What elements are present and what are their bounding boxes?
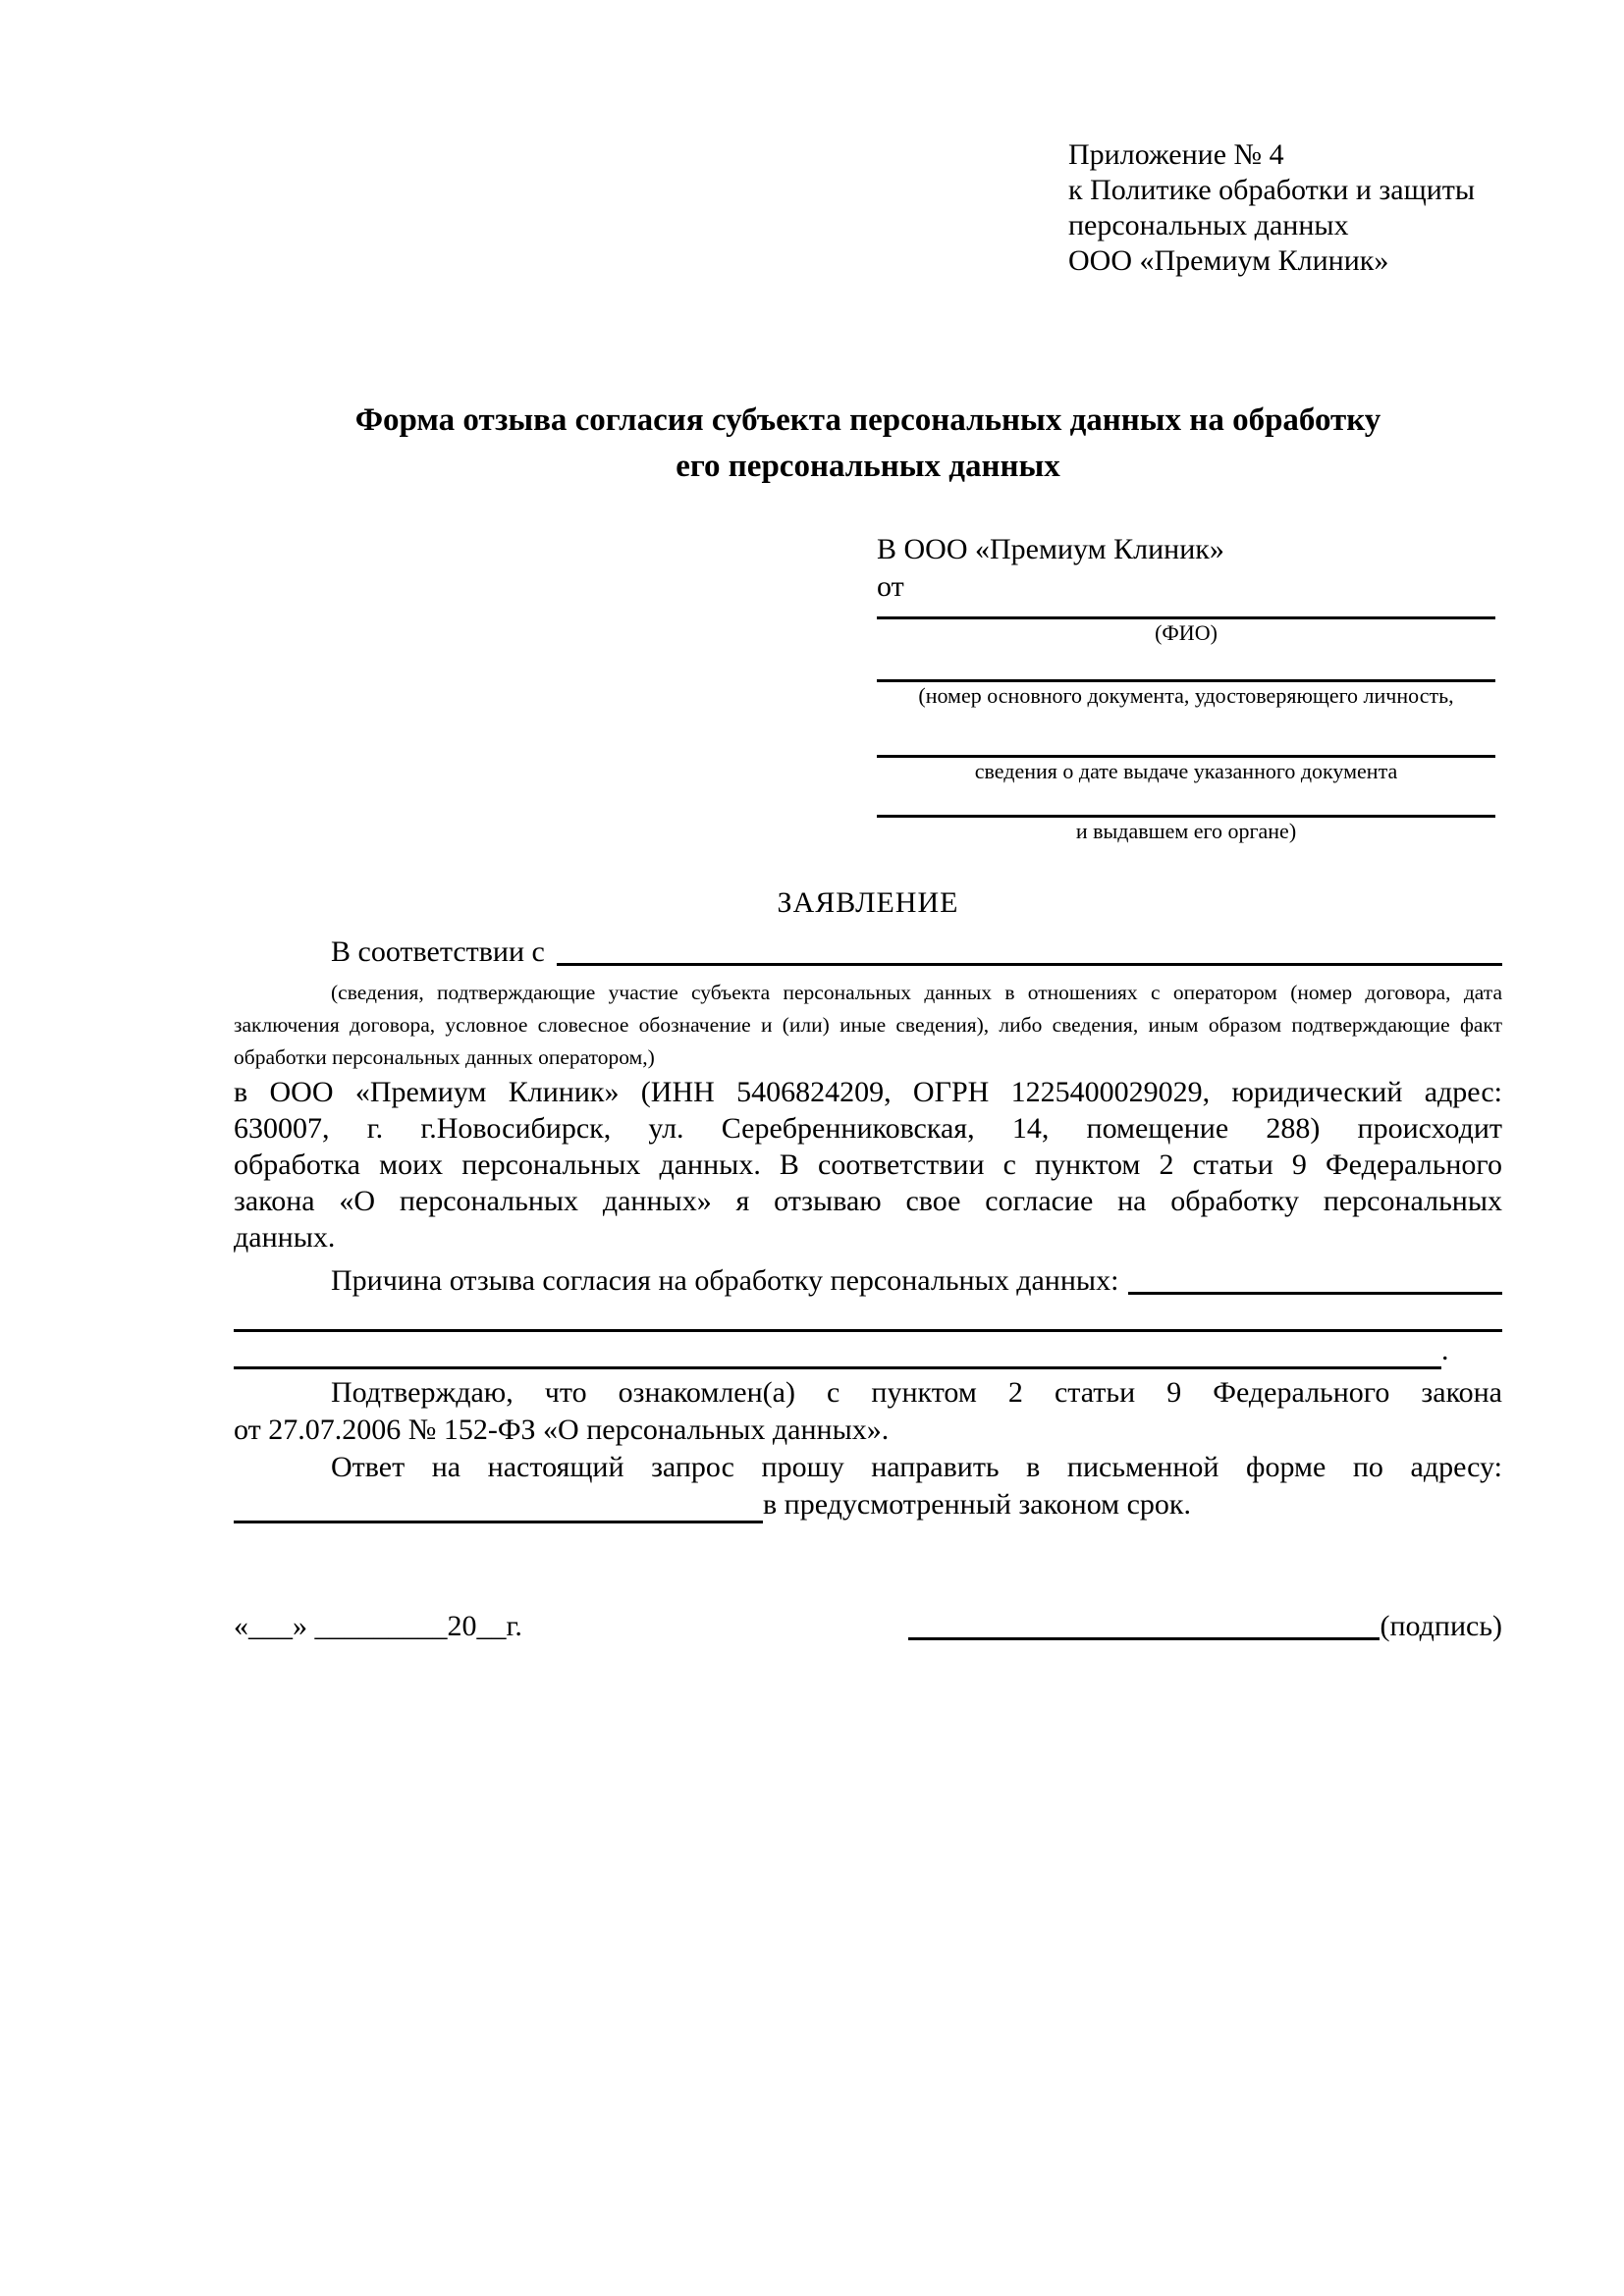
fine-print-note [234,977,1502,1074]
signature-group [908,1608,1502,1645]
signature-field-line [908,1608,1380,1640]
reason-continuation-row-2 [234,1332,1502,1369]
fine-print-line-1: (сведения, подтверждающие участие субъекта персональных данных в отношениях с оператором (номер договора, дата [331,981,1502,1004]
appendix-line-4: ООО «Премиум Клиник» [1068,244,1389,277]
fine-print-line-2: заключения договора, условное словесное обозначение и (или) иные сведения), либо сведения, иным образом подтверждающие факт [234,1013,1502,1037]
addressee-block [877,531,1495,844]
fio-field-caption: (ФИО) [1155,620,1218,645]
issuing-authority-field-caption: и выдавшем его органе) [1075,819,1297,843]
reason-row [234,1262,1502,1300]
body-line-3: обработка моих персональных данных. В соответствии с пунктом 2 статьи 9 Федерального [234,1148,1502,1181]
date-blank: «___» _________20__г. [234,1610,522,1642]
confirmation-paragraph [234,1374,1502,1449]
body-line-2: 630007, г. г.Новосибирск, ул. Серебренниковская, 14, помещение 288) происходит [234,1112,1502,1145]
document-title-line-2: его персональных данных [676,449,1060,484]
appendix-line-2: к Политике обработки и защиты [1068,174,1476,206]
reply-request-line: Ответ на настоящий запрос прошу направить в письменной форме по адресу: [331,1451,1502,1483]
body-line-1: в ООО «Премиум Клиник» (ИНН 5406824209, ОГРН 1225400029029, юридический адрес: [234,1076,1502,1108]
basis-field-line [557,963,1502,966]
body-line-5: данных. [234,1221,336,1254]
reason-field-line [1128,1292,1502,1295]
appendix-header-block [1068,137,1502,279]
addressee-organization: В ООО «Премиум Клиник» [877,533,1224,565]
intro-row [234,934,1502,971]
confirmation-line-1: Подтверждаю, что ознакомлен(а) с пунктом 2 статьи 9 Федерального закона [331,1376,1502,1409]
reason-continuation-line-2 [234,1337,1441,1369]
addressee-from-label: от [877,570,904,603]
issue-date-field-line [877,709,1495,758]
reply-address-field-line [234,1491,763,1523]
signature-caption: (подпись) [1380,1610,1502,1642]
document-number-field-caption: (номер основного документа, удостоверяющего личность, [918,683,1454,708]
reply-address-row [234,1486,1502,1523]
fio-field-line [877,606,1495,619]
reason-trailing-period: . [1441,1334,1449,1366]
reason-continuation-line-1 [234,1300,1502,1332]
document-number-field-line [877,646,1495,682]
issue-date-field-caption: сведения о дате выдаче указанного документа [974,759,1398,783]
appendix-line-1: Приложение № 4 [1068,138,1284,171]
body-line-4: закона «О персональных данных» я отзываю свое согласие на обработку персональных [234,1185,1502,1217]
reply-suffix: в предусмотренный законом срок. [763,1488,1191,1521]
statement-heading: ЗАЯВЛЕНИЕ [777,886,959,919]
issuing-authority-field-line [877,784,1495,818]
document-title-line-1: Форма отзыва согласия субъекта персональных данных на обработку [354,402,1381,438]
confirmation-line-2: от 27.07.2006 № 152-ФЗ «О персональных данных». [234,1414,890,1446]
body-paragraph [234,1074,1502,1255]
date-signature-row [234,1608,1502,1645]
document-title [234,398,1502,490]
intro-prefix: В соответствии с [331,935,545,968]
fine-print-line-3: обработки персональных данных оператором,) [234,1045,655,1069]
reason-prefix: Причина отзыва согласия на обработку персональных данных: [331,1264,1119,1297]
appendix-line-3: персональных данных [1068,209,1349,241]
